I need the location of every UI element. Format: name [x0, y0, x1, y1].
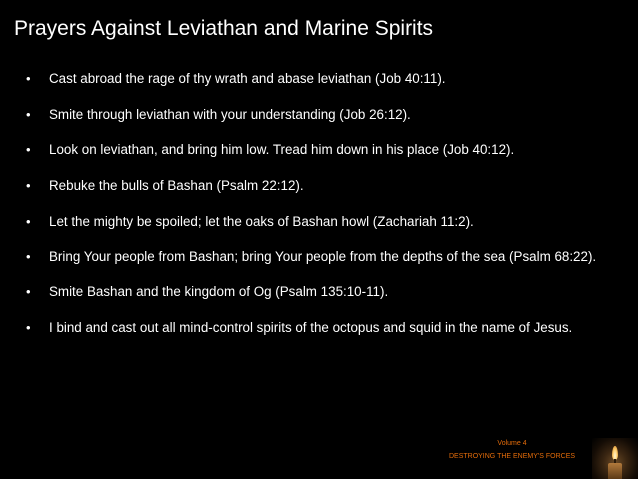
bullet-text: Smite Bashan and the kingdom of Og (Psalm 135:10-11).	[49, 284, 389, 299]
footer-volume: Volume 4	[497, 440, 527, 447]
bullet-text: Look on leviathan, and bring him low. Tread him down in his place (Job 40:12).	[49, 142, 515, 157]
list-item	[26, 105, 606, 125]
candle-icon	[592, 438, 638, 479]
footer-series: DESTROYING THE ENEMY'S FORCES	[448, 453, 576, 460]
list-item	[26, 212, 606, 232]
bullet-text: Bring Your people from Bashan; bring Your people from the depths of the sea (Psalm 68:22).	[49, 249, 597, 264]
bullet-symbol: •	[26, 249, 31, 264]
bullet-symbol: •	[26, 214, 31, 229]
list-item	[26, 69, 606, 89]
bullet-text: I bind and cast out all mind-control spirits of the octopus and squid in the name of Jesus.	[49, 320, 573, 335]
bullet-text: Cast abroad the rage of thy wrath and abase leviathan (Job 40:11).	[49, 71, 446, 86]
bullet-symbol: •	[26, 107, 31, 122]
bullet-text: Let the mighty be spoiled; let the oaks of Bashan howl (Zachariah 11:2).	[49, 214, 474, 229]
list-item	[26, 318, 606, 338]
bullet-symbol: •	[26, 284, 31, 299]
bullet-symbol: •	[26, 320, 31, 335]
list-item	[26, 247, 606, 267]
bullet-symbol: •	[26, 142, 31, 157]
bullet-symbol: •	[26, 178, 31, 193]
candle-wax	[608, 463, 622, 479]
bullet-text: Rebuke the bulls of Bashan (Psalm 22:12).	[49, 178, 304, 193]
bullet-symbol: •	[26, 71, 31, 86]
flame-icon	[612, 446, 618, 460]
bullet-text: Smite through leviathan with your understanding (Job 26:12).	[49, 107, 411, 122]
list-item	[26, 176, 606, 196]
footer	[440, 437, 584, 463]
list-item	[26, 140, 606, 160]
list-item	[26, 282, 606, 302]
bullet-list	[26, 69, 606, 338]
slide-title: Prayers Against Leviathan and Marine Spirits	[14, 17, 434, 40]
